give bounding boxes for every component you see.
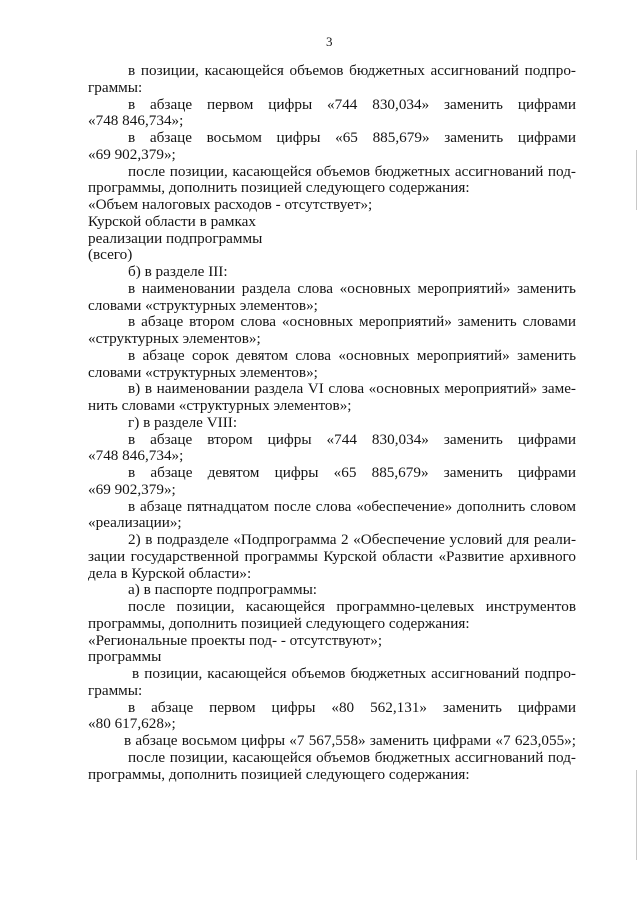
text-line: дела в Курской области»: — [88, 564, 252, 582]
text-line: граммы: — [88, 78, 143, 96]
text-line: в абзаце восьмом цифры «65 885,679» заменить цифрами — [128, 130, 576, 146]
text-line: граммы: — [88, 681, 143, 699]
text-line: нить словами «структурных элементов»; — [88, 397, 352, 414]
text-line: «69 902,379»; — [88, 145, 176, 163]
text-line: в наименовании раздела слова «основных мероприятий» заменить — [128, 280, 576, 297]
text-line: «748 846,734»; — [88, 447, 184, 465]
text-line: после позиции, касающейся объемов бюджетных ассигнований под- — [128, 163, 576, 180]
text-line: в) в наименовании раздела VI слова «основных мероприятий» заме- — [128, 381, 576, 398]
text-line: программы, дополнить позицией следующего содержания: — [88, 614, 470, 632]
text-line: в абзаце первом цифры «744 830,034» заменить цифрами — [128, 96, 576, 113]
text-line: «реализации»; — [88, 514, 182, 532]
text-line: «Региональные проекты под- - отсутствуют»; — [88, 631, 383, 649]
scan-edge-mark — [636, 770, 637, 860]
text-line: в абзаце девятом цифры «65 885,679» заменить цифрами — [128, 465, 576, 481]
text-line: зации государственной программы Курской области «Развитие архивного — [88, 548, 576, 565]
text-line: в абзаце восьмом цифры «7 567,558» заменить цифрами «7 623,055»; — [124, 733, 576, 749]
text-line: после позиции, касающейся программно-целевых инструментов — [128, 599, 576, 615]
text-line: Курской области в рамках — [88, 212, 257, 230]
text-line: «структурных элементов»; — [88, 330, 261, 347]
text-line: словами «структурных элементов»; — [88, 363, 318, 381]
text-line: программы, дополнить позицией следующего содержания: — [88, 179, 470, 197]
document-body — [88, 63, 576, 783]
text-line: реализации подпрограммы — [88, 229, 263, 247]
text-line: в абзаце первом цифры «80 562,131» заменить цифрами — [128, 699, 576, 716]
text-line: б) в разделе III: — [128, 263, 228, 280]
scan-edge-mark — [636, 150, 637, 210]
text-line: в абзаце сорок девятом слова «основных мероприятий» заменить — [128, 347, 576, 364]
text-line: в абзаце втором слова «основных мероприятий» заменить словами — [128, 314, 576, 331]
text-line: программы, дополнить позицией следующего содержания: — [88, 765, 470, 783]
text-line: г) в разделе VIII: — [128, 413, 238, 431]
text-line: а) в паспорте подпрограммы: — [128, 581, 317, 599]
text-line: в позиции, касающейся объемов бюджетных ассигнований подпро- — [128, 63, 576, 79]
text-line: в абзаце втором цифры «744 830,034» заменить цифрами — [128, 431, 576, 448]
page-number: 3 — [326, 34, 333, 49]
text-line: 2) в подразделе «Подпрограмма 2 «Обеспечение условий для реали- — [128, 532, 576, 548]
text-line: (всего) — [88, 246, 133, 264]
text-line: в позиции, касающейся объемов бюджетных ассигнований подпро- — [132, 666, 576, 682]
text-line: «80 617,628»; — [88, 715, 176, 733]
text-line: программы — [88, 648, 162, 666]
text-line: «69 902,379»; — [88, 480, 176, 498]
text-line: после позиции, касающейся объемов бюджетных ассигнований под- — [128, 749, 576, 766]
text-line: «Объем налоговых расходов - отсутствует»; — [88, 196, 373, 213]
text-line: словами «структурных элементов»; — [88, 296, 318, 314]
text-line: «748 846,734»; — [88, 112, 184, 130]
text-line: в абзаце пятнадцатом после слова «обеспечение» дополнить словом — [128, 498, 576, 515]
